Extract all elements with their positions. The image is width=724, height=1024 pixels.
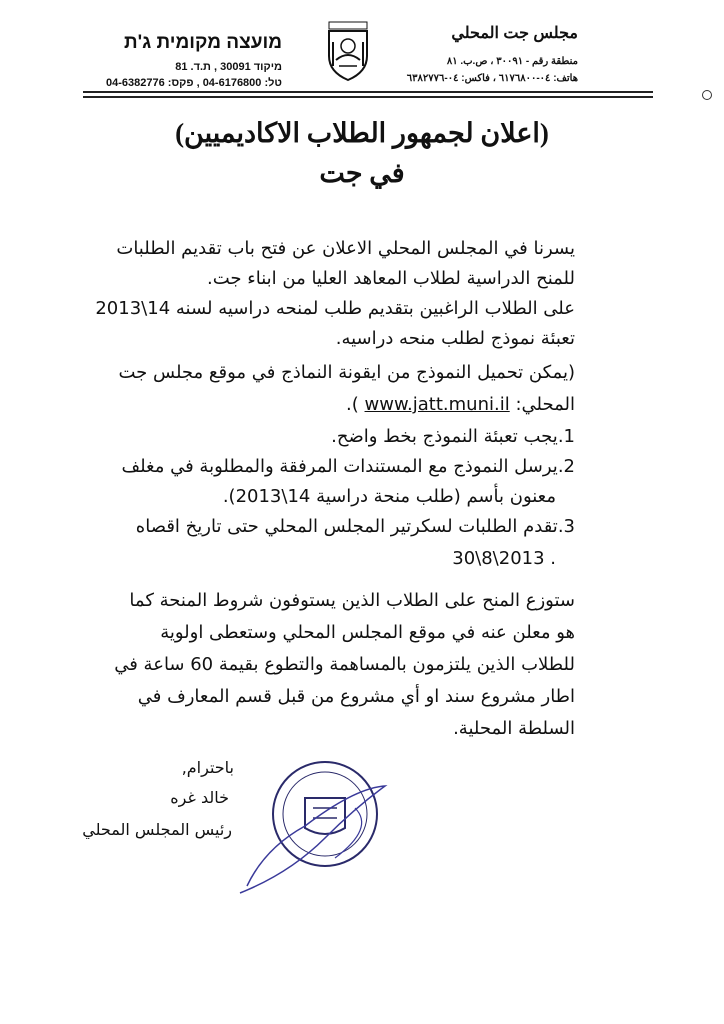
closing-greeting: باحترام, xyxy=(181,758,234,777)
body-line: هو معلن عنه في موقع المجلس المحلي وستعطى اولوية xyxy=(160,622,575,643)
punch-hole-mark xyxy=(702,90,712,100)
arabic-council-phone: هاتف: ٠٤-٦١٧٦٨٠٠ ، فاكس: ٠٤-٦٣٨٢٧٧٦ xyxy=(406,73,578,84)
body-line: ستوزع المنح على الطلاب الذين يستوفون شروط المنحة كما xyxy=(129,590,575,611)
arabic-council-name: مجلس جت المحلي xyxy=(451,25,578,42)
header-rule-top xyxy=(83,91,653,93)
body-line: اطار مشروع سند او أي مشروع من قبل قسم المعارف في xyxy=(137,686,575,707)
announcement-title: (اعلان لجمهور الطلاب الاكاديميين) xyxy=(175,118,549,148)
list-item-continuation: 30\8\2013 . xyxy=(452,548,556,569)
list-item-continuation: معنون بأسم (طلب منحة دراسية 14\2013). xyxy=(222,486,556,507)
list-item: 3.تقدم الطلبات لسكرتير المجلس المحلي حتى تاريخ اقصاه xyxy=(135,516,575,537)
body-line: (يمكن تحميل النموذج من ايقونة النماذج في موقع مجلس جت xyxy=(118,362,575,383)
body-text: المحلي: xyxy=(515,394,575,415)
list-item: 1.يجب تعبئة النموذج بخط واضح. xyxy=(331,426,575,447)
official-stamp-icon xyxy=(235,748,395,902)
hebrew-council-name: מועצה מקומית ג'ת xyxy=(123,32,282,53)
signer-role: رئيس المجلس المحلي xyxy=(82,820,232,839)
arabic-council-address: منطقة رقم - ٣٠٠٩١ ، ص.ب. ٨١ xyxy=(446,56,578,67)
body-line: على الطلاب الراغبين بتقديم طلب لمنحه دراسيه لسنه 14\2013 xyxy=(95,298,575,319)
announcement-subtitle: في جت xyxy=(319,158,405,188)
signer-name: خالد غره xyxy=(170,788,229,807)
body-line-with-link xyxy=(346,394,575,415)
body-line: يسرنا في المجلس المحلي الاعلان عن فتح باب تقديم الطلبات xyxy=(116,238,575,259)
body-line: للطلاب الذين يلتزمون بالمساهمة والتطوع بقيمة 60 ساعة في xyxy=(114,654,575,675)
body-line: للمنح الدراسية لطلاب المعاهد العليا من ابناء جت. xyxy=(207,268,575,289)
body-text: ). xyxy=(346,394,359,415)
body-line: تعبئة نموذج لطلب منحه دراسيه. xyxy=(335,328,575,349)
website-link[interactable]: www.jatt.muni.il xyxy=(364,394,510,415)
header-rule-bottom xyxy=(83,96,653,98)
list-item: 2.يرسل النموذج مع المستندات المرفقة والمطلوبة في مغلف xyxy=(121,456,575,477)
body-line: السلطة المحلية. xyxy=(453,718,575,739)
hebrew-council-phone: טל: 04-6176800 , פקס: 04-6382776 xyxy=(106,77,282,89)
municipal-emblem-icon xyxy=(323,20,373,86)
hebrew-council-address: מיקוד 30091 , ת.ד. 81 xyxy=(175,61,282,73)
